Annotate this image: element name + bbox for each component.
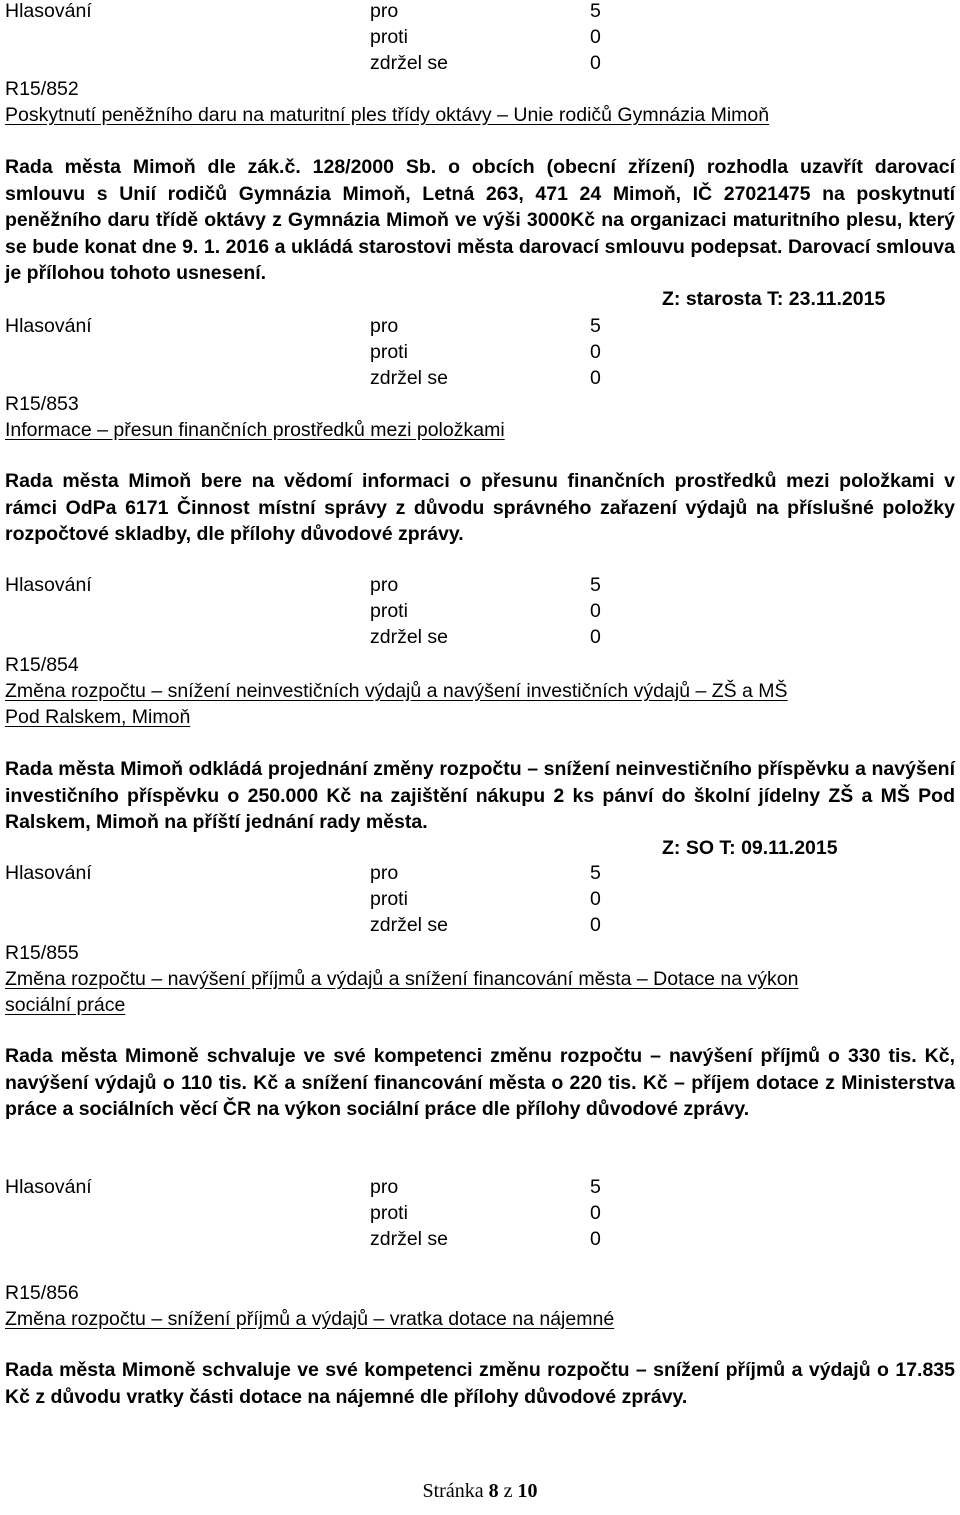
resolution-number: R15/853 [5,393,79,415]
vote-proti-label: proti [370,26,408,48]
vote-pro-count: 5 [590,574,601,596]
resolution-number: R15/852 [5,78,79,100]
resolution-number: R15/854 [5,654,79,676]
resolution-title: Změna rozpočtu – snížení příjmů a výdajů – vratka dotace na nájemné [5,1308,615,1330]
vote-proti-count: 0 [590,888,601,910]
vote-pro-label: pro [370,1176,399,1198]
resolution-deadline: Z: starosta T: 23.11.2015 [662,288,886,310]
vote-zdrzel-count: 0 [590,1228,601,1250]
vote-block [5,1174,605,1252]
vote-pro-label: pro [370,574,399,596]
resolution-text: Rada města Mimoň bere na vědomí informaci o přesunu finančních prostředků mezi položkami v rámci OdPa 6171 Činnost místní správy z důvodu správného zařazení výdajů na příslušné položky rozpočtové skladby, dle přílohy důvodové zprávy. [5,470,955,545]
vote-title: Hlasování [5,574,92,596]
vote-proti-label: proti [370,341,408,363]
vote-pro-count: 5 [590,1176,601,1198]
vote-zdrzel-label: zdržel se [370,1228,449,1250]
resolution-title: Změna rozpočtu – navýšení příjmů a výdajů a snížení financování města – Dotace na výkon [5,968,799,990]
vote-block [5,572,605,650]
vote-zdrzel-count: 0 [590,626,601,648]
vote-proti-count: 0 [590,341,601,363]
resolution-title-cont: Pod Ralskem, Mimoň [5,706,191,728]
vote-pro-count: 5 [590,0,601,22]
resolution-number: R15/856 [5,1282,79,1304]
vote-pro-label: pro [370,0,399,22]
vote-title: Hlasování [5,862,92,884]
vote-pro-count: 5 [590,315,601,337]
vote-pro-label: pro [370,315,399,337]
vote-title: Hlasování [5,315,92,337]
resolution-text: Rada města Mimoně schvaluje ve své kompetenci změnu rozpočtu – navýšení příjmů o 330 tis. Kč, navýšení výdajů o 110 tis. Kč a snížení financování města o 220 tis. Kč – příjem dotace z Ministerstva práce a sociálních věcí ČR na výkon sociální práce dle přílohy důvodové zprávy. [5,1045,955,1120]
vote-proti-count: 0 [590,26,601,48]
vote-block [5,860,605,938]
resolution-text: Rada města Mimoň dle zák.č. 128/2000 Sb. o obcích (obecní zřízení) rozhodla uzavřít darovací smlouvu s Unií rodičů Gymnázia Mimoň, Letná 263, 471 24 Mimoň, IČ 27021475 na poskytnutí peněžního daru třídě oktávy z Gymnázia Mimoň ve výši 3000Kč na organizaci maturitního plesu, který se bude konat dne 9. 1. 2016 a ukládá starostovi města darovací smlouvu podepsat. Darovací smlouva je přílohou tohoto usnesení. [5,156,955,284]
vote-proti-label: proti [370,600,408,622]
footer-page: 8 [488,1480,499,1502]
vote-zdrzel-label: zdržel se [370,367,449,389]
footer-total: 10 [517,1480,538,1502]
vote-proti-label: proti [370,888,408,910]
resolution-title: Poskytnutí peněžního daru na maturitní ples třídy oktávy – Unie rodičů Gymnázia Mimoň [5,104,770,126]
vote-zdrzel-label: zdržel se [370,52,449,74]
vote-pro-count: 5 [590,862,601,884]
vote-block [5,0,605,76]
vote-proti-count: 0 [590,1202,601,1224]
resolution-deadline: Z: SO T: 09.11.2015 [662,837,838,859]
footer-sep: z [503,1480,513,1502]
resolution-text: Rada města Mimoně schvaluje ve své kompetenci změnu rozpočtu – snížení příjmů a výdajů o 17.835 Kč z důvodu vratky části dotace na nájemné dle přílohy důvodové zprávy. [5,1359,955,1408]
vote-proti-label: proti [370,1202,408,1224]
page-footer [0,1480,960,1503]
resolution-title-cont: sociální práce [5,994,126,1016]
vote-zdrzel-label: zdržel se [370,914,449,936]
resolution-text: Rada města Mimoň odkládá projednání změny rozpočtu – snížení neinvestičního příspěvku a navýšení investičního příspěvku o 250.000 Kč na zajištění nákupu 2 ks pánví do školní jídelny ZŠ a MŠ Pod Ralskem, Mimoň na příští jednání rady města. [5,758,955,833]
vote-pro-label: pro [370,862,399,884]
resolution-title: Informace – přesun finančních prostředků mezi položkami [5,419,505,441]
vote-block [5,313,605,391]
resolution-number: R15/855 [5,942,79,964]
vote-proti-count: 0 [590,600,601,622]
footer-prefix: Stránka [422,1480,484,1502]
vote-title: Hlasování [5,0,92,22]
vote-zdrzel-count: 0 [590,52,601,74]
vote-zdrzel-count: 0 [590,914,601,936]
vote-title: Hlasování [5,1176,92,1198]
vote-zdrzel-count: 0 [590,367,601,389]
resolution-title: Změna rozpočtu – snížení neinvestičních výdajů a navýšení investičních výdajů – ZŠ a MŠ [5,680,788,702]
vote-zdrzel-label: zdržel se [370,626,449,648]
